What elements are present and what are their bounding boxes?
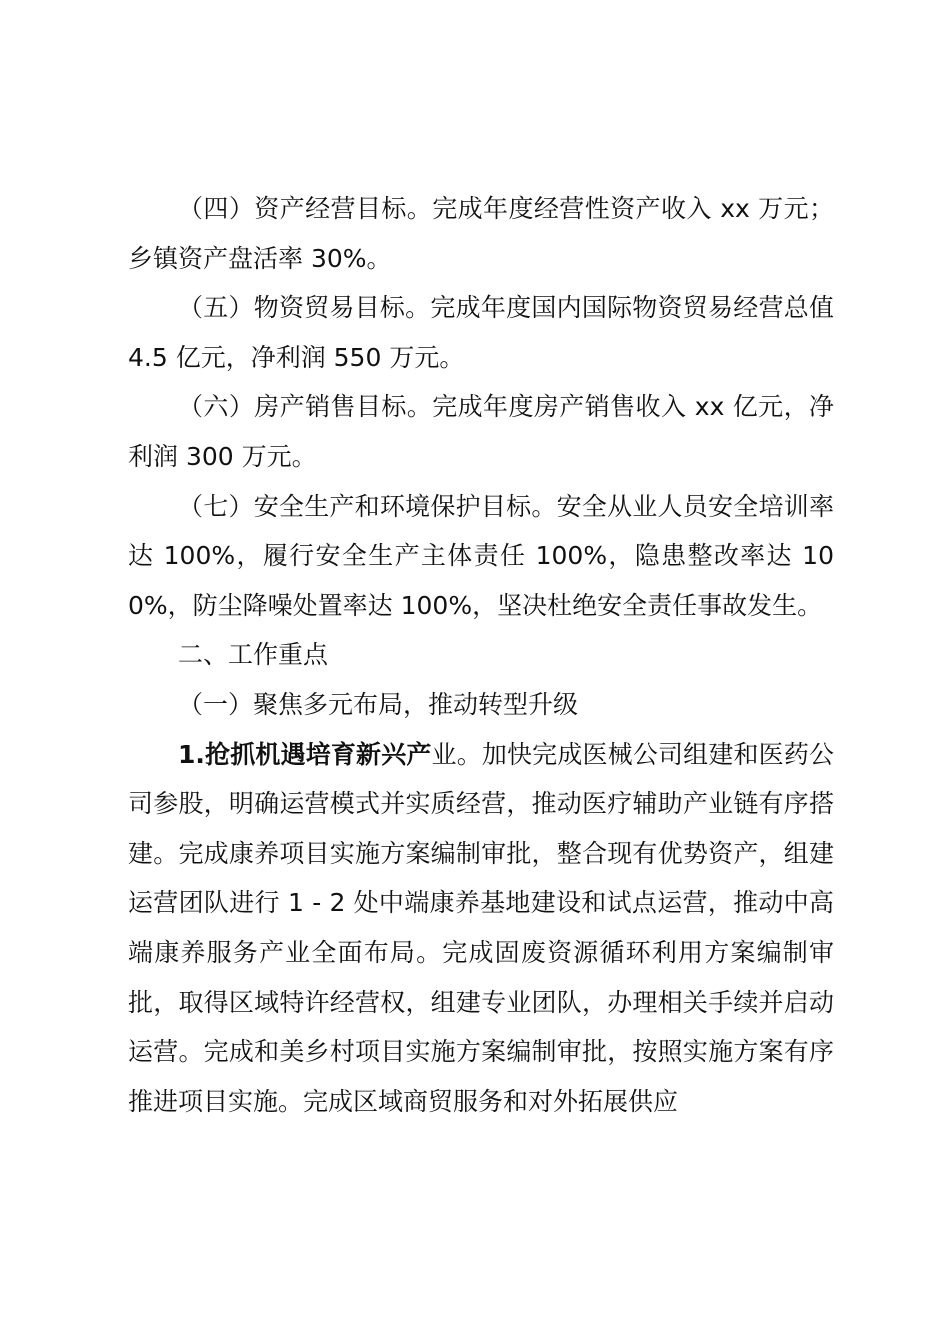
item-body-text: 业。加快完成医械公司组建和医药公司参股，明确运营模式并实质经营，推动医疗辅助产业链有序搭建。完成康养项目实施方案编制审批，整合现有优势资产，组建运营团队进行 1 - 2 处中端康养基地建设和试点运营，推动中高端康养服务产业全面布局。完成固废资源循环利用方案编制审批，取得区域特许经营权，组建专业团队，办理相关手续并启动运营。完成和美乡村项目实施方案编制审批，按照实施方案有序推进项目实施。完成区域商贸服务和对外拓展供应 — [128, 739, 834, 1116]
paragraph-property-sales-target: （六）房产销售目标。完成年度房产销售收入 xx 亿元，净利润 300 万元。 — [128, 392, 834, 471]
item-lead-bold: 1.抢抓机遇培育新兴产 — [178, 739, 432, 769]
paragraph-emerging-industries — [128, 730, 834, 1127]
section-heading-work-focus: 二、工作重点 — [178, 640, 329, 670]
document-body — [128, 184, 834, 1126]
subsection-heading-diversified-layout: （一）聚焦多元布局，推动转型升级 — [178, 689, 579, 719]
paragraph-asset-operation-target: （四）资产经营目标。完成年度经营性资产收入 xx 万元；乡镇资产盘活率 30%。 — [128, 194, 834, 273]
paragraph-material-trade-target: （五）物资贸易目标。完成年度国内国际物资贸易经营总值 4.5 亿元，净利润 550 万元。 — [128, 293, 834, 372]
paragraph-safety-environment-target: （七）安全生产和环境保护目标。安全从业人员安全培训率达 100%，履行安全生产主体责任 100%，隐患整改率达 100%，防尘降噪处置率达 100%，坚决杜绝安全责任事故发生。 — [128, 491, 834, 620]
